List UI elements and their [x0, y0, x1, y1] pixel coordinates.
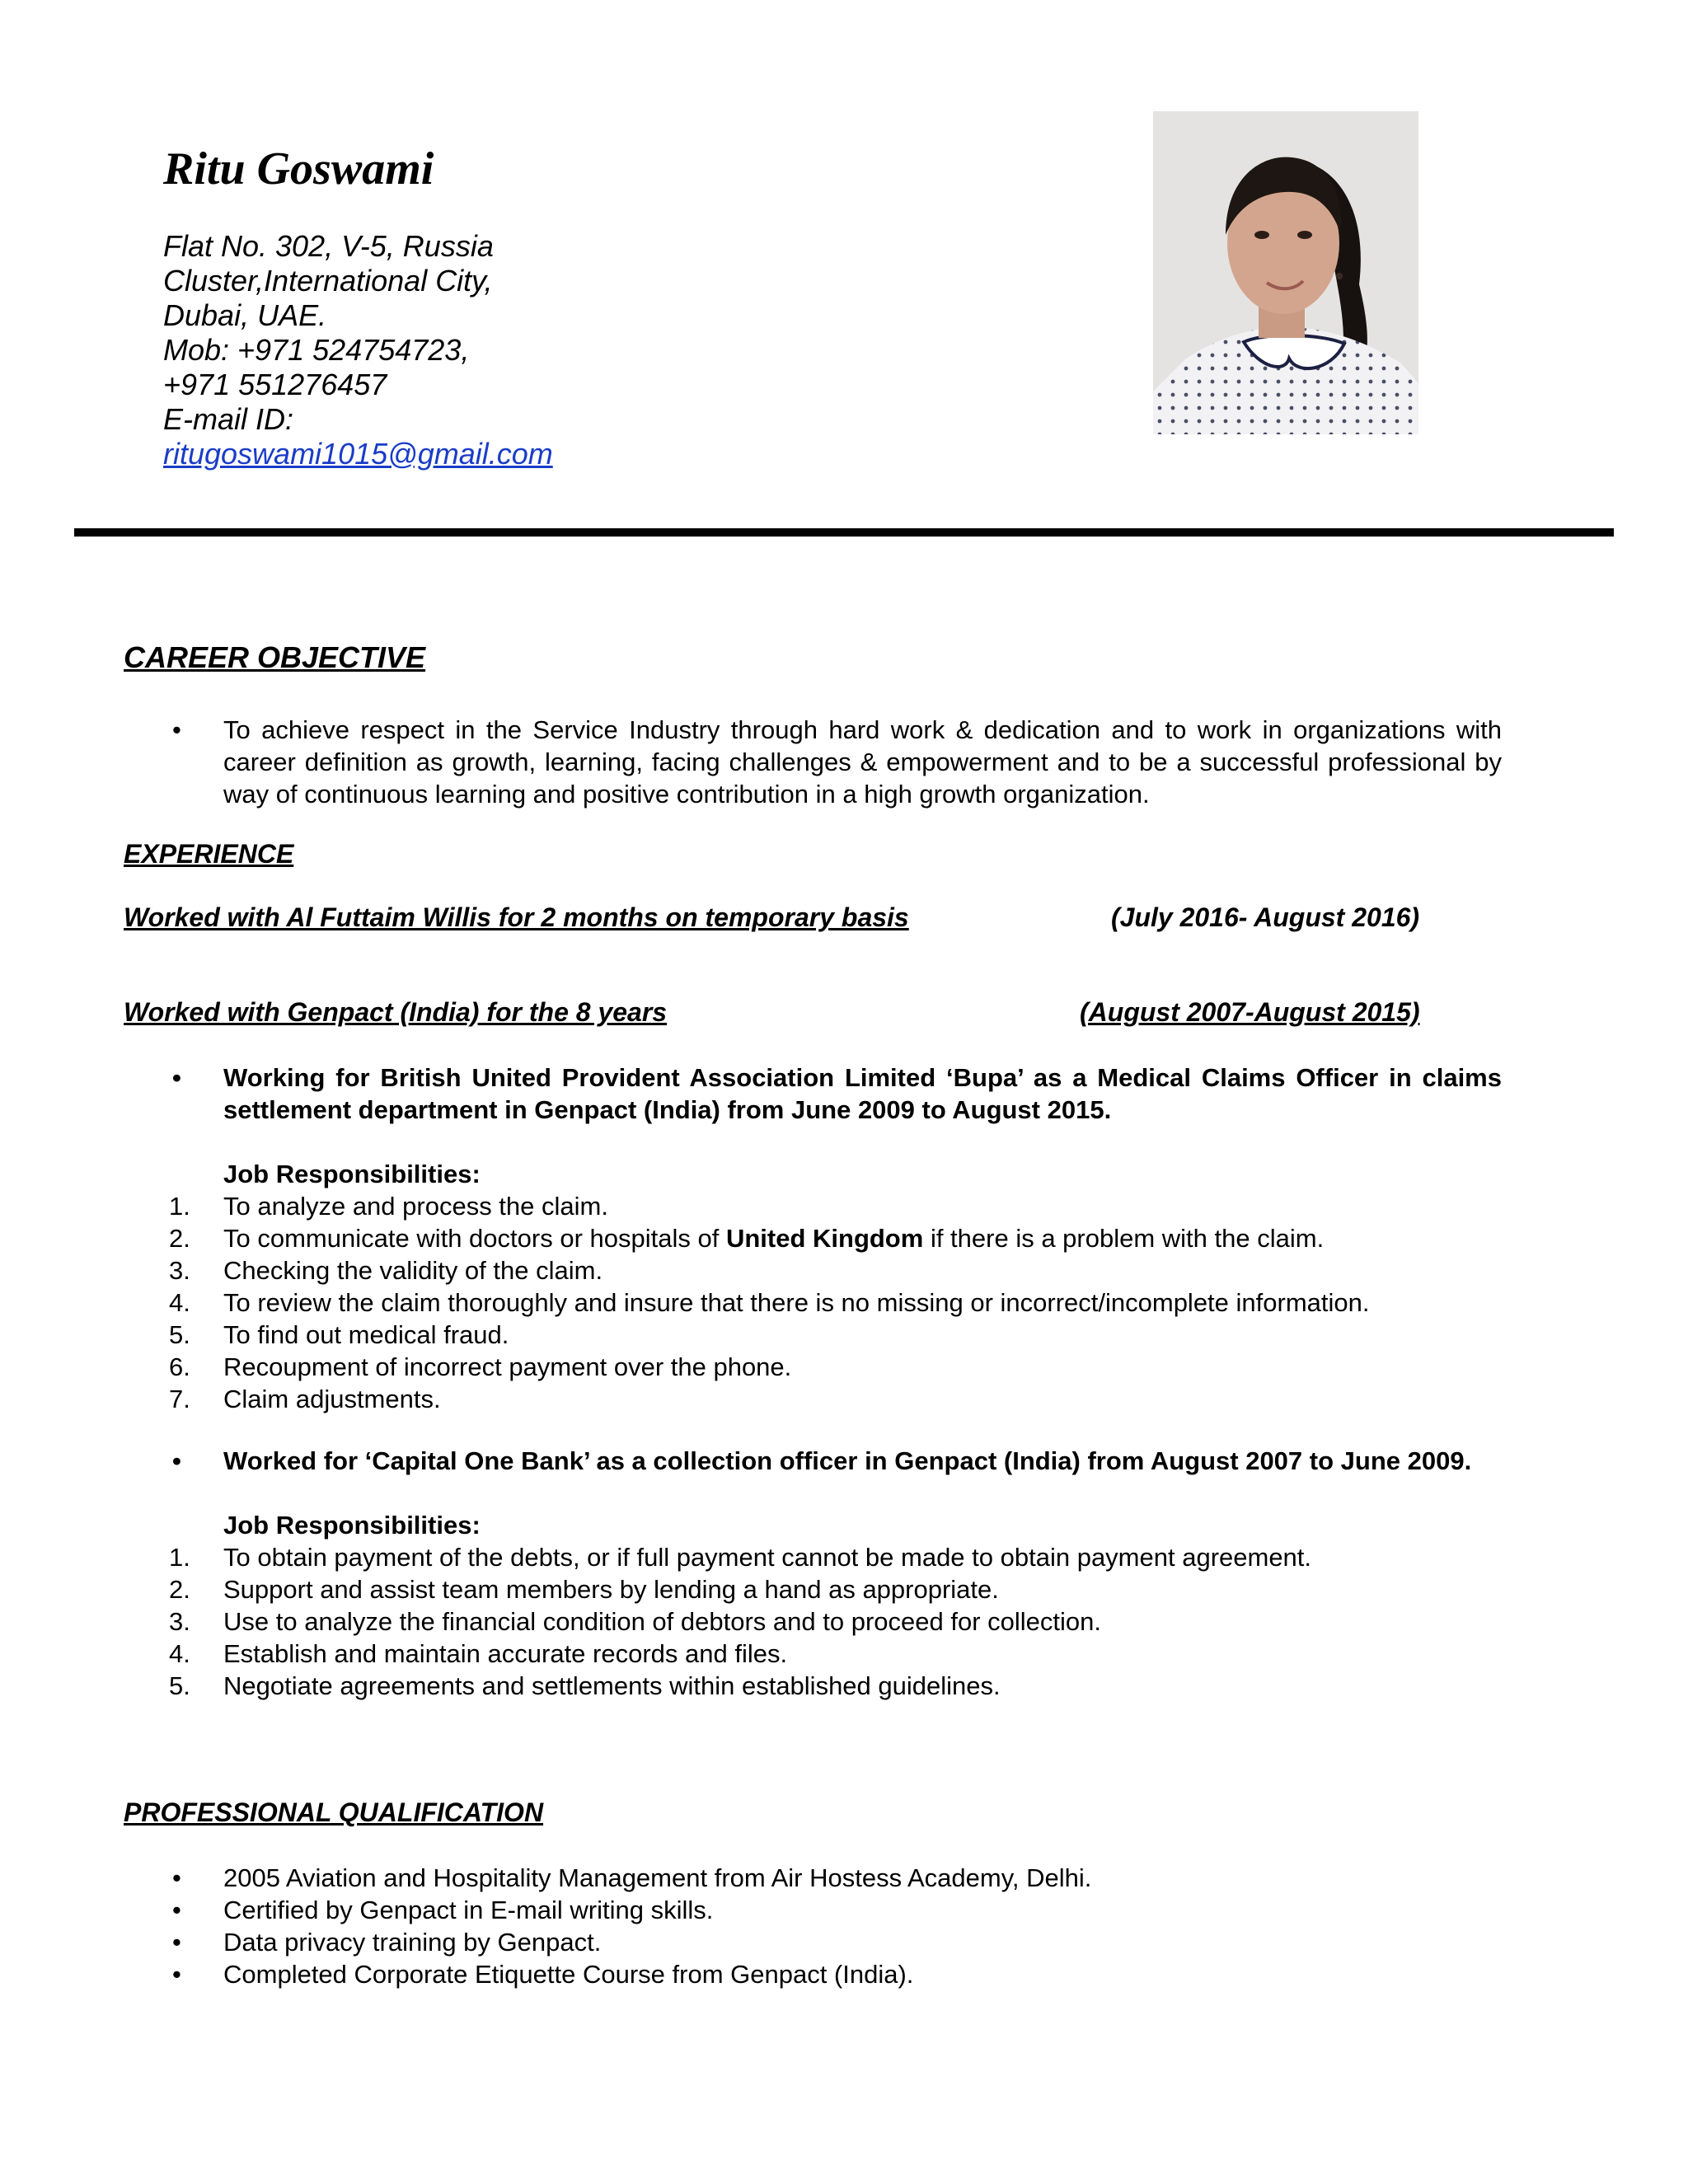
role-bupa: [124, 1062, 1502, 1415]
list-item: [124, 1319, 1502, 1351]
item-text: Recoupment of incorrect payment over the phone.: [223, 1352, 792, 1381]
list-item: [124, 1926, 1502, 1958]
job-dates-genpact: (August 2007-August 2015): [1080, 997, 1420, 1027]
item-text: To review the claim thoroughly and insure that there is no missing or incorrect/incomplete information.: [223, 1288, 1370, 1317]
item-text: Data privacy training by Genpact.: [223, 1928, 602, 1957]
item-text: Completed Corporate Etiquette Course from Genpact (India).: [223, 1960, 914, 1989]
address-line: Dubai, UAE.: [163, 298, 327, 332]
address-line: Flat No. 302, V-5, Russia: [163, 229, 494, 263]
responsibilities-heading: Job Responsibilities:: [223, 1511, 481, 1540]
role-summary: Working for British United Provident Association Limited ‘Bupa’ as a Medical Claims Officer in claims settlement department in Genpact (India) from June 2009 to August 2015.: [223, 1063, 1502, 1124]
item-number: 3.: [169, 1256, 190, 1285]
bullet-icon: •: [172, 1896, 181, 1924]
qualification-section: [124, 1796, 1502, 1829]
list-item: [124, 1541, 1502, 1573]
bullet-icon: •: [172, 1928, 181, 1957]
item-text: To communicate with doctors or hospitals of: [223, 1224, 720, 1253]
job-title-genpact: Worked with Genpact (India) for the 8 years: [124, 997, 668, 1027]
list-item: [124, 1222, 1502, 1254]
profile-photo: [1153, 111, 1418, 434]
item-number: 4.: [169, 1639, 190, 1668]
list-item: [124, 1638, 1502, 1670]
bullet-icon: •: [172, 1960, 181, 1989]
bullet-icon: •: [172, 1063, 181, 1092]
item-number: 3.: [169, 1607, 190, 1636]
item-text: Establish and maintain accurate records and files.: [223, 1639, 788, 1668]
responsibilities-heading: Job Responsibilities:: [223, 1160, 481, 1188]
candidate-name: Ritu Goswami: [163, 143, 434, 194]
item-text: Certified by Genpact in E-mail writing skills.: [223, 1896, 714, 1924]
item-number: 6.: [169, 1352, 190, 1381]
list-item: [124, 1958, 1502, 1990]
list-item: [124, 1190, 1502, 1222]
job-dates-al-futtaim: (July 2016- August 2016): [1111, 902, 1420, 932]
objective-text: To achieve respect in the Service Industry through hard work & dedication and to work in organizations with career definition as growth, learning, facing challenges & empowerment and to be a successful professional by way of continuous learning and positive contribution in a high growth organization.: [223, 715, 1502, 808]
section-heading-career-objective: CAREER OBJECTIVE: [124, 640, 426, 674]
list-item: [124, 1605, 1502, 1638]
career-objective-section: [124, 640, 1502, 676]
item-number: 2.: [169, 1224, 190, 1253]
mobile-line: Mob: +971 524754723,: [163, 333, 470, 367]
item-number: 1.: [169, 1192, 190, 1221]
item-number: 1.: [169, 1543, 190, 1572]
item-text-bold: United Kingdom: [725, 1224, 924, 1253]
item-number: 7.: [169, 1385, 190, 1413]
bullet-icon: •: [172, 1863, 181, 1892]
list-item: [124, 1573, 1502, 1605]
item-text: Support and assist team members by lending a hand as appropriate.: [223, 1575, 999, 1604]
item-text: Checking the validity of the claim.: [223, 1256, 603, 1285]
list-item: [124, 1254, 1502, 1286]
bullet-icon: •: [172, 715, 181, 744]
item-text: Use to analyze the financial condition of debtors and to proceed for collection.: [223, 1607, 1101, 1636]
address-line: Cluster,International City,: [163, 264, 493, 298]
header-divider: [74, 528, 1614, 537]
item-text-tail: if there is a problem with the claim.: [930, 1224, 1325, 1253]
job-title-al-futtaim: Worked with Al Futtaim Willis for 2 months on temporary basis: [124, 902, 909, 932]
item-text: To analyze and process the claim.: [223, 1192, 608, 1221]
portrait-image: [1153, 111, 1418, 434]
section-heading-qualification: PROFESSIONAL QUALIFICATION: [124, 1797, 544, 1827]
item-text: To find out medical fraud.: [223, 1320, 509, 1349]
item-number: 5.: [169, 1671, 190, 1700]
item-text: To obtain payment of the debts, or if full payment cannot be made to obtain payment agreement.: [223, 1543, 1312, 1572]
list-item: [124, 1351, 1502, 1383]
email-link[interactable]: ritugoswami1015@gmail.com: [163, 437, 553, 471]
item-text: Negotiate agreements and settlements within established guidelines.: [223, 1671, 1001, 1700]
section-heading-experience: EXPERIENCE: [124, 839, 294, 869]
experience-section: [124, 837, 1502, 870]
list-item: [124, 1894, 1502, 1926]
item-number: 4.: [169, 1288, 190, 1317]
contact-block: [163, 229, 553, 471]
list-item: [124, 1862, 1502, 1894]
item-number: 2.: [169, 1575, 190, 1604]
bullet-icon: •: [172, 1446, 181, 1475]
role-summary: Worked for ‘Capital One Bank’ as a collection officer in Genpact (India) from August 2007 to June 2009.: [223, 1446, 1472, 1475]
objective-bullet: [124, 714, 1502, 810]
email-label: E-mail ID:: [163, 402, 294, 436]
list-item: [124, 1383, 1502, 1415]
list-item: [124, 1286, 1502, 1319]
qualification-list: [124, 1862, 1502, 1990]
item-text: 2005 Aviation and Hospitality Management from Air Hostess Academy, Delhi.: [223, 1863, 1092, 1892]
item-number: 5.: [169, 1320, 190, 1349]
list-item: [124, 1670, 1502, 1702]
mobile-line: +971 551276457: [163, 368, 387, 401]
item-text: Claim adjustments.: [223, 1385, 441, 1413]
role-capital-one: [124, 1445, 1502, 1702]
